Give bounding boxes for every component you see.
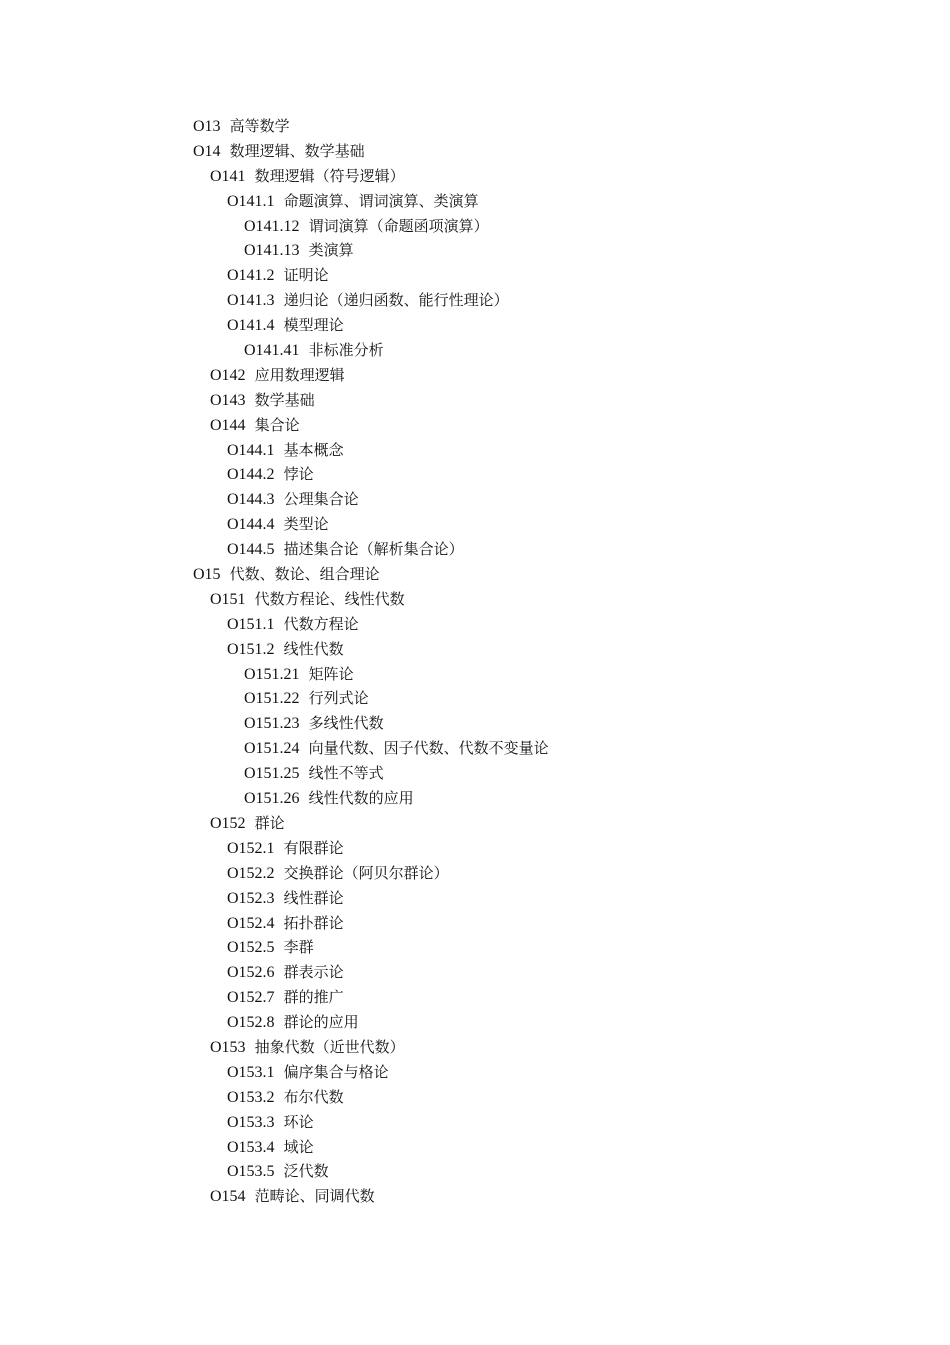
entry-label: 行列式论 — [308, 689, 369, 708]
entry-code: O144.5 — [227, 541, 275, 559]
entry-code: O152 — [210, 814, 246, 832]
entry-label: 李群 — [283, 938, 314, 957]
entry-label: 模型理论 — [283, 316, 344, 335]
entry-label: 集合论 — [254, 415, 300, 434]
entry-label: 群表示论 — [283, 963, 344, 982]
entry-code: O151.26 — [244, 790, 300, 808]
list-item — [193, 338, 549, 363]
list-item — [193, 886, 549, 911]
list-item — [193, 711, 549, 736]
entry-code: O15 — [193, 566, 221, 584]
list-item — [193, 1184, 549, 1209]
entry-code: O151 — [210, 590, 246, 608]
entry-label: 多线性代数 — [308, 714, 384, 733]
list-item — [193, 911, 549, 936]
entry-code: O151.22 — [244, 690, 300, 708]
entry-label: 描述集合论（解析集合论） — [283, 540, 464, 559]
entry-code: O153.2 — [227, 1088, 275, 1106]
list-item — [193, 686, 549, 711]
entry-label: 群论 — [254, 813, 285, 832]
entry-code: O141.12 — [244, 217, 300, 235]
list-item — [193, 811, 549, 836]
entry-label: 范畴论、同调代数 — [254, 1187, 375, 1206]
entry-code: O144.4 — [227, 516, 275, 534]
entry-code: O152.4 — [227, 914, 275, 932]
entry-code: O144.3 — [227, 491, 275, 509]
entry-label: 代数、数论、组合理论 — [229, 565, 380, 584]
list-item — [193, 512, 549, 537]
list-item — [193, 388, 549, 413]
list-item — [193, 238, 549, 263]
entry-label: 公理集合论 — [283, 490, 359, 509]
entry-label: 高等数学 — [229, 117, 290, 135]
entry-label: 命题演算、谓词演算、类演算 — [283, 191, 479, 210]
entry-code: O152.6 — [227, 964, 275, 982]
list-item — [193, 462, 549, 487]
list-item — [193, 263, 549, 288]
entry-label: 群论的应用 — [283, 1013, 359, 1032]
classification-list — [193, 114, 549, 1209]
entry-label: 偏序集合与格论 — [283, 1062, 389, 1081]
entry-code: O153 — [210, 1038, 246, 1056]
entry-label: 应用数理逻辑 — [254, 365, 345, 384]
list-item — [193, 562, 549, 587]
entry-code: O153.4 — [227, 1138, 275, 1156]
entry-code: O151.2 — [227, 640, 275, 658]
list-item — [193, 786, 549, 811]
entry-code: O151.24 — [244, 740, 300, 758]
entry-label: 线性代数 — [283, 639, 344, 658]
entry-code: O154 — [210, 1188, 246, 1206]
list-item — [193, 438, 549, 463]
entry-label: 向量代数、因子代数、代数不变量论 — [308, 739, 549, 758]
entry-code: O153.5 — [227, 1163, 275, 1181]
entry-label: 代数方程论 — [283, 614, 359, 633]
entry-label: 代数方程论、线性代数 — [254, 589, 405, 608]
list-item — [193, 836, 549, 861]
entry-code: O151.23 — [244, 715, 300, 733]
list-item — [193, 363, 549, 388]
entry-code: O144 — [210, 416, 246, 434]
list-item — [193, 487, 549, 512]
list-item — [193, 612, 549, 637]
entry-code: O141.2 — [227, 267, 275, 285]
entry-code: O141.13 — [244, 242, 300, 260]
list-item — [193, 214, 549, 239]
list-item — [193, 985, 549, 1010]
entry-label: 基本概念 — [283, 440, 344, 459]
entry-code: O152.1 — [227, 839, 275, 857]
entry-label: 线性代数的应用 — [308, 789, 414, 808]
entry-label: 域论 — [283, 1137, 314, 1156]
entry-label: 悖论 — [283, 465, 314, 484]
list-item — [193, 114, 549, 139]
list-item — [193, 288, 549, 313]
entry-label: 矩阵论 — [308, 664, 354, 683]
entry-label: 群的推广 — [283, 988, 344, 1007]
entry-label: 抽象代数（近世代数） — [254, 1037, 405, 1056]
entry-code: O14 — [193, 142, 221, 160]
entry-code: O142 — [210, 366, 246, 384]
entry-code: O141.1 — [227, 192, 275, 210]
list-item — [193, 1010, 549, 1035]
list-item — [193, 1135, 549, 1160]
entry-label: 环论 — [283, 1112, 314, 1131]
list-item — [193, 736, 549, 761]
entry-code: O141.41 — [244, 342, 300, 360]
list-item — [193, 1110, 549, 1135]
list-item — [193, 587, 549, 612]
entry-label: 非标准分析 — [308, 341, 384, 360]
entry-label: 拓扑群论 — [283, 913, 344, 932]
entry-code: O151.1 — [227, 615, 275, 633]
entry-label: 有限群论 — [283, 838, 344, 857]
entry-code: O141 — [210, 167, 246, 185]
entry-label: 递归论（递归函数、能行性理论） — [283, 291, 509, 310]
entry-label: 交换群论（阿贝尔群论） — [283, 863, 449, 882]
list-item — [193, 935, 549, 960]
entry-code: O143 — [210, 391, 246, 409]
entry-code: O151.25 — [244, 765, 300, 783]
entry-code: O152.8 — [227, 1014, 275, 1032]
entry-label: 证明论 — [283, 266, 329, 285]
entry-label: 类型论 — [283, 515, 329, 534]
entry-code: O141.3 — [227, 292, 275, 310]
entry-code: O141.4 — [227, 317, 275, 335]
entry-label: 谓词演算（命题函项演算） — [308, 216, 489, 235]
entry-code: O152.5 — [227, 939, 275, 957]
list-item — [193, 1159, 549, 1184]
entry-label: 泛代数 — [283, 1162, 329, 1181]
entry-code: O152.2 — [227, 864, 275, 882]
entry-code: O13 — [193, 118, 221, 135]
list-item — [193, 313, 549, 338]
entry-label: 布尔代数 — [283, 1087, 344, 1106]
list-item — [193, 761, 549, 786]
list-item — [193, 637, 549, 662]
list-item — [193, 139, 549, 164]
list-item — [193, 861, 549, 886]
entry-code: O144.1 — [227, 441, 275, 459]
entry-code: O152.3 — [227, 889, 275, 907]
entry-label: 数理逻辑（符号逻辑） — [254, 166, 405, 185]
entry-label: 类演算 — [308, 241, 354, 260]
list-item — [193, 960, 549, 985]
entry-label: 线性不等式 — [308, 764, 384, 783]
entry-code: O144.2 — [227, 466, 275, 484]
entry-label: 数学基础 — [254, 390, 315, 409]
entry-code: O151.21 — [244, 665, 300, 683]
entry-code: O152.7 — [227, 989, 275, 1007]
list-item — [193, 1085, 549, 1110]
entry-code: O153.1 — [227, 1063, 275, 1081]
list-item — [193, 189, 549, 214]
list-item — [193, 537, 549, 562]
entry-code: O153.3 — [227, 1113, 275, 1131]
entry-label: 线性群论 — [283, 888, 344, 907]
list-item — [193, 662, 549, 687]
list-item — [193, 1060, 549, 1085]
entry-label: 数理逻辑、数学基础 — [229, 141, 365, 160]
list-item — [193, 413, 549, 438]
list-item — [193, 164, 549, 189]
list-item — [193, 1035, 549, 1060]
